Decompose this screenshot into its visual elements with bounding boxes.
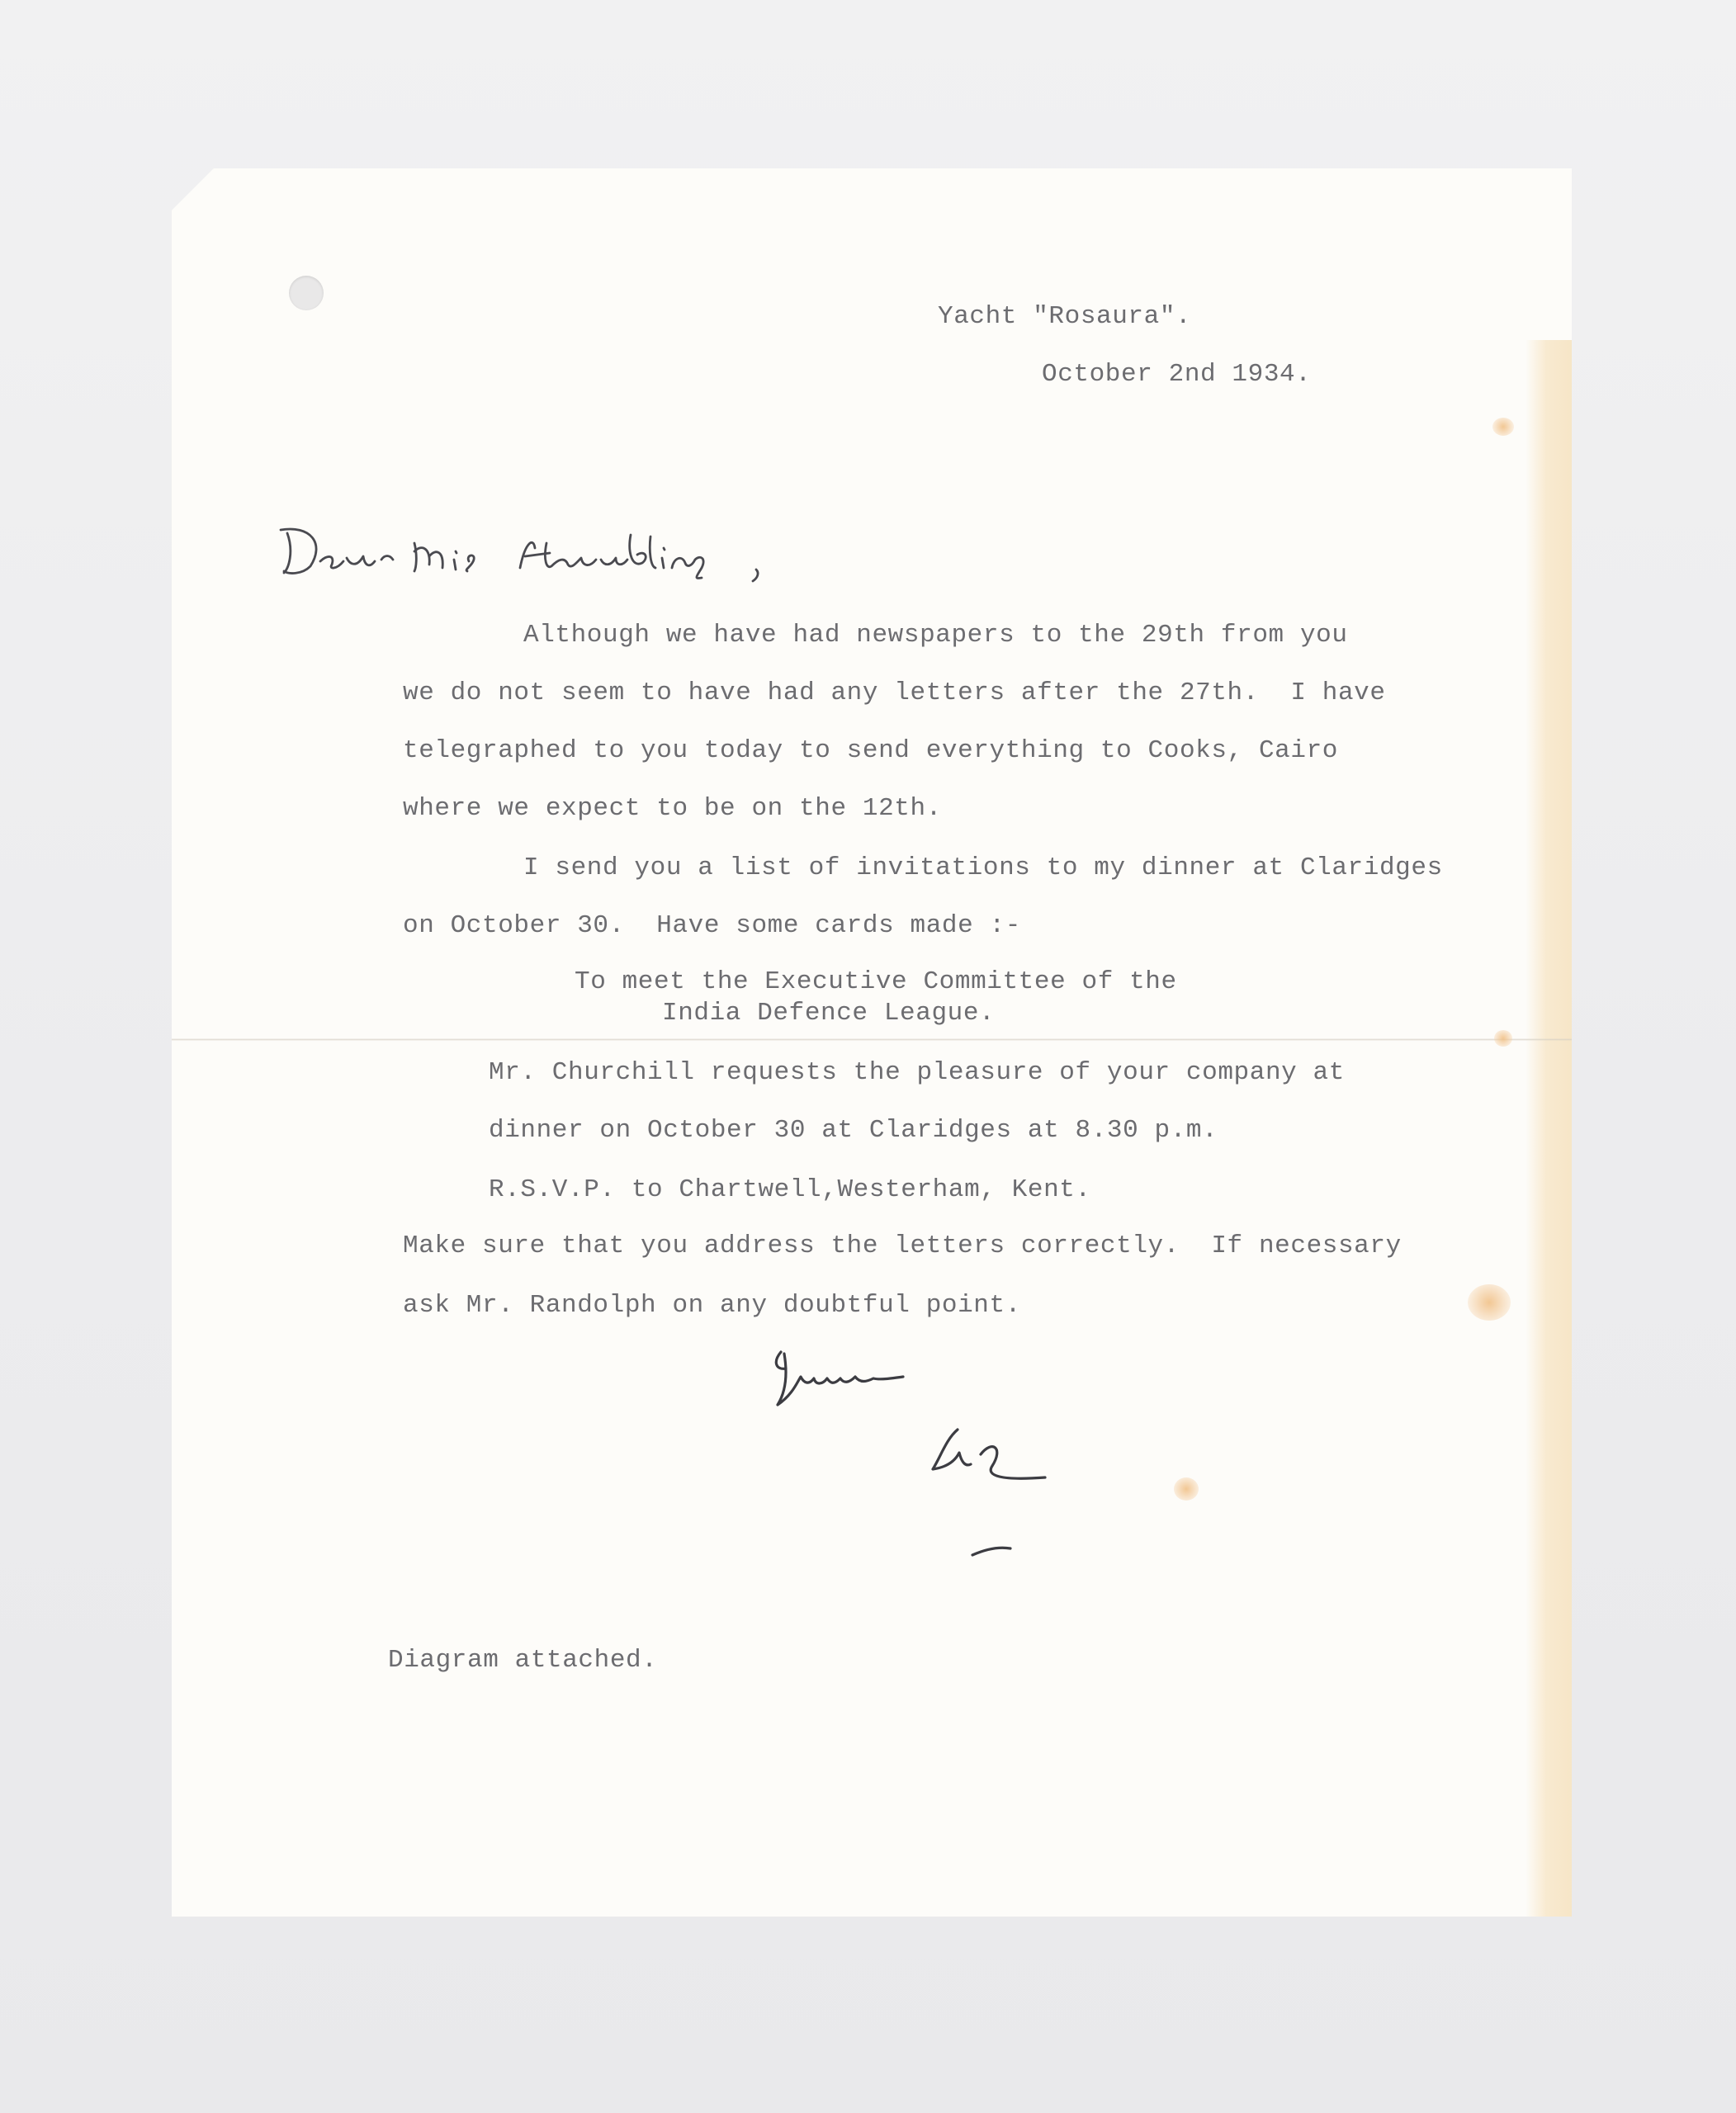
- paper-edge-discoloration: [1526, 340, 1572, 1917]
- paper-fold-line: [172, 1038, 1572, 1041]
- foxing-stain: [1174, 1477, 1199, 1501]
- letter-date: October 2nd 1934.: [1042, 360, 1312, 389]
- closing-line: Make sure that you address the letters correctly. If necessary: [403, 1231, 1402, 1260]
- letter-sheet: [172, 168, 1572, 1917]
- card-line: R.S.V.P. to Chartwell,Westerham, Kent.: [489, 1175, 1091, 1204]
- card-heading-line: India Defence League.: [662, 999, 996, 1028]
- letter-place: Yacht "Rosaura".: [938, 302, 1192, 331]
- foxing-stain: [1494, 1030, 1512, 1047]
- foxing-stain: [1492, 418, 1514, 436]
- card-heading-line: To meet the Executive Committee of the: [575, 967, 1177, 996]
- body-line: on October 30. Have some cards made :-: [403, 911, 1021, 940]
- card-line: Mr. Churchill requests the pleasure of your company at: [489, 1058, 1345, 1087]
- signoff-handwritten: [768, 1345, 925, 1411]
- closing-line: ask Mr. Randolph on any doubtful point.: [403, 1291, 1021, 1320]
- body-line: where we expect to be on the 12th.: [403, 794, 942, 823]
- body-line: telegraphed to you today to send everything to Cooks, Cairo: [403, 736, 1338, 765]
- salutation-handwritten: [277, 518, 773, 584]
- punch-hole-icon: [289, 276, 324, 310]
- body-line: we do not seem to have had any letters after the 27th. I have: [403, 678, 1386, 707]
- signature-handwritten: [921, 1423, 1062, 1563]
- body-line: Although we have had newspapers to the 29th from you: [523, 621, 1348, 650]
- card-line: dinner on October 30 at Claridges at 8.30 p.m.: [489, 1116, 1218, 1145]
- postscript: Diagram attached.: [388, 1646, 658, 1675]
- body-line: I send you a list of invitations to my dinner at Claridges: [523, 853, 1443, 882]
- foxing-stain: [1468, 1284, 1511, 1321]
